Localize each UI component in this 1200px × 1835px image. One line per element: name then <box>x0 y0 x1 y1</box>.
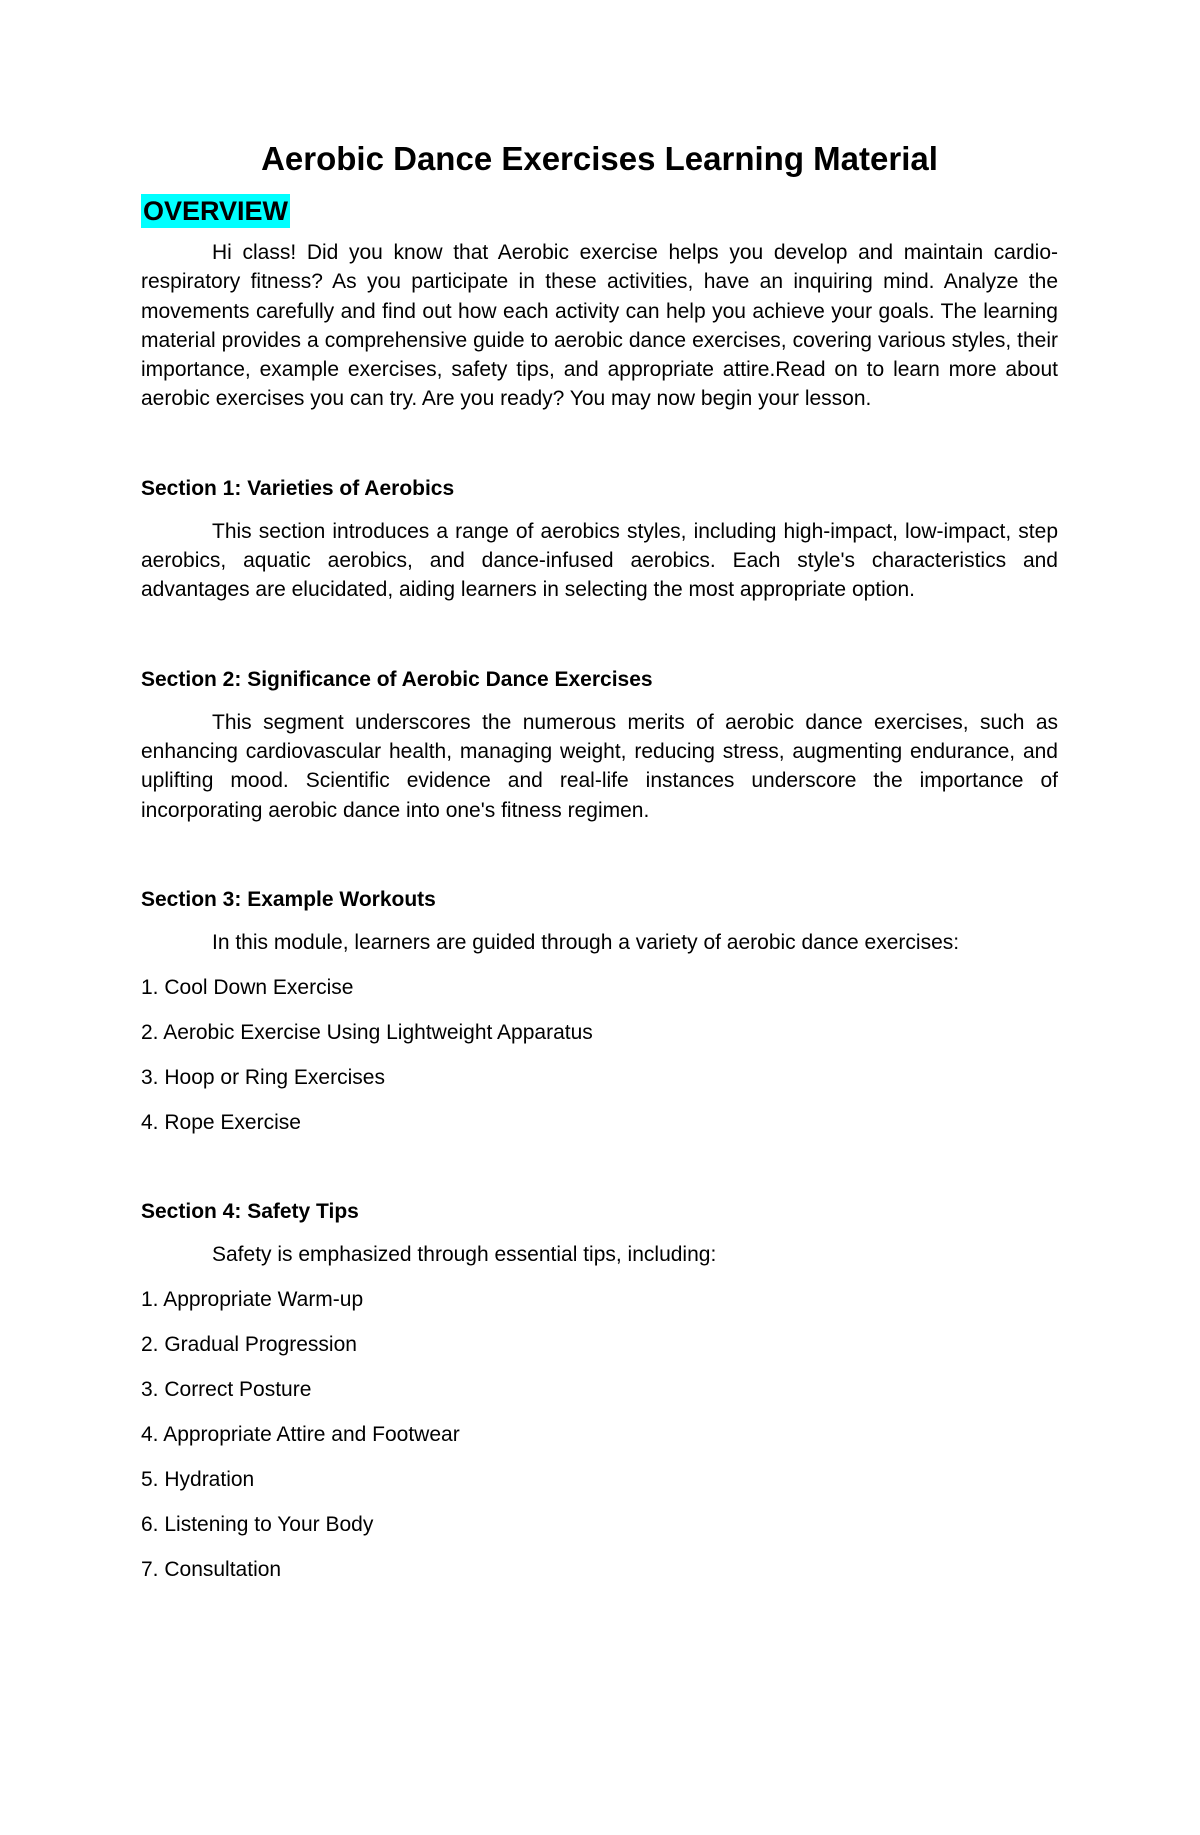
section-intro: Safety is emphasized through essential tips, including: <box>212 1242 717 1266</box>
section-paragraph: This segment underscores the numerous merits of aerobic dance exercises, such as enhancing cardiovascular health, managing weight, reducing stress, augmenting endurance, and uplifting mood. Scientific evidence and real-life instances underscore the importance of incorporating aerobic dance into one's fitness regimen. <box>141 710 1058 822</box>
list-item: 3. Hoop or Ring Exercises <box>141 1065 385 1089</box>
safety-tips-list <box>141 1285 1058 1584</box>
workout-list <box>141 973 1058 1137</box>
section-varieties <box>141 475 1058 605</box>
overview-paragraph: Hi class! Did you know that Aerobic exercise helps you develop and maintain cardio-respiratory fitness? As you participate in these activities, have an inquiring mind. Analyze the movements carefully and find out how each activity can help you achieve your goals. The learning material provides a comprehensive guide to aerobic dance exercises, covering various styles, their importance, example exercises, safety tips, and appropriate attire.Read on to learn more about aerobic exercises you can try. Are you ready? You may now begin your lesson. <box>141 241 1058 411</box>
document-body <box>141 138 1058 1584</box>
section-paragraph: This section introduces a range of aerobics styles, including high-impact, low-impact, step aerobics, aquatic aerobics, and dance-infused aerobics. Each style's characteristics and advantages are elucidated, aiding learners in selecting the most appropriate option. <box>141 519 1058 602</box>
section-heading: Section 1: Varieties of Aerobics <box>141 476 455 500</box>
list-item: 4. Appropriate Attire and Footwear <box>141 1422 460 1446</box>
section-heading: Section 3: Example Workouts <box>141 887 436 911</box>
section-intro: In this module, learners are guided through a variety of aerobic dance exercises: <box>212 930 960 954</box>
list-item: 5. Hydration <box>141 1467 255 1491</box>
list-item: 6. Listening to Your Body <box>141 1512 374 1536</box>
list-item: 1. Cool Down Exercise <box>141 975 354 999</box>
list-item: 7. Consultation <box>141 1557 282 1581</box>
list-item: 3. Correct Posture <box>141 1377 312 1401</box>
overview-heading: OVERVIEW <box>143 196 289 226</box>
section-heading: Section 2: Significance of Aerobic Dance Exercises <box>141 667 653 691</box>
list-item: 1. Appropriate Warm-up <box>141 1287 364 1311</box>
section-safety-tips <box>141 1198 1058 1584</box>
list-item: 2. Gradual Progression <box>141 1332 357 1356</box>
overview-section <box>141 194 1058 414</box>
section-example-workouts <box>141 886 1058 1137</box>
document-title: Aerobic Dance Exercises Learning Material <box>261 140 938 177</box>
list-item: 4. Rope Exercise <box>141 1110 301 1134</box>
section-significance <box>141 666 1058 825</box>
section-heading: Section 4: Safety Tips <box>141 1199 359 1223</box>
list-item: 2. Aerobic Exercise Using Lightweight Apparatus <box>141 1020 593 1044</box>
